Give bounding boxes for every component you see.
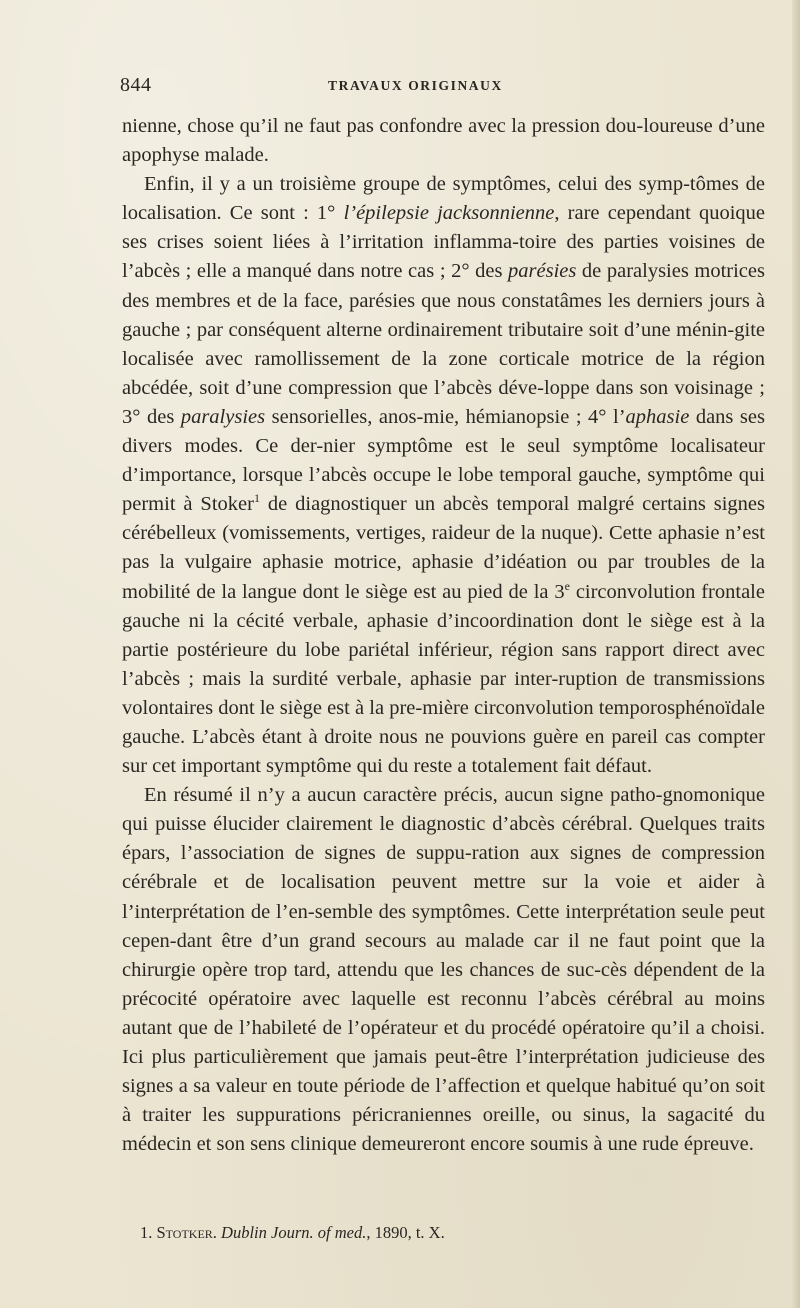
paragraph <box>122 170 765 781</box>
running-head: TRAVAUX ORIGINAUX <box>328 78 503 93</box>
footnote <box>140 1222 765 1244</box>
page-header <box>120 72 765 102</box>
text-segment: circonvolution frontale gauche ni la cécité verbale, aphasie d’incoordination dont le siège est à la partie postérieure du lobe pariétal inférieur, région sans rapport direct avec l’abcès ; mais la surdité verbale, aphasie par inter-ruption de transmissions volontaires dont le siège est à la pre-mière circonvolution temporosphénoïdale gauche. L’abcès étant à droite nous ne pouvions guère en pareil cas compter sur cet important symptôme qui du reste a totalement fait défaut. <box>122 580 765 778</box>
paragraph <box>122 781 765 1159</box>
text-segment: En résumé il n’y a aucun caractère précis, aucun signe patho-gnomonique qui puisse élucider clairement le diagnostic d’abcès cérébral. Quelques traits épars, l’association de signes de suppu-ration aux signes de compression cérébrale et de localisation peuvent mettre sur la voie et aider à l’interprétation de l’en-semble des symptômes. Cette interprétation seule peut cepen-dant être d’un grand secours au malade car il ne faut point que la chirurgie opère trop tard, attendu que les chances de suc-cès dépendent de la précocité opératoire avec laquelle est reconnu l’abcès cérébral au moins autant que de l’habileté de l’opérateur et du procédé opératoire qu’il a choisi. Ici plus particulièrement que jamais peut-être l’interprétation judicieuse des signes a sa valeur en toute période de l’affection et quelque habitué qu’on soit à traiter les suppurations péricraniennes oreille, ou sinus, la sagacité du médecin et son sens clinique demeureront encore soumis à une rude épreuve. <box>122 784 765 1156</box>
footnote-number: 1. <box>140 1223 153 1242</box>
superscript: e <box>564 578 570 593</box>
text-segment: dans ses divers modes. Ce der-nier symptôme est le seul symptôme localisateur d’importance, lorsque l’abcès occupe le lobe temporal gauche, symptôme qui permit à Stoker <box>122 405 765 516</box>
text-segment: de diagnostiquer un abcès temporal malgré certains signes cérébelleux (vomissements, vertiges, raideur de la nuque). Cette aphasie n’est pas la vulgaire aphasie motrice, aphasie d’idéation ou par troubles de la mobilité de la langue dont le siège est au pied de la 3 <box>122 493 765 603</box>
footnote-details: , 1890, t. X. <box>366 1223 445 1242</box>
italic-term: parésies <box>508 260 577 283</box>
text-segment: nienne, chose qu’il ne faut pas confondre avec la pression dou-loureuse d’une apophyse malade. <box>122 115 765 167</box>
text-segment: de paralysies motrices des membres et de la face, parésies que nous constatâmes les derniers jours à gauche ; par conséquent alterne ordinairement tributaire soit d’une ménin-gite localisée avec ramollissement de la zone corticale motrice de la région abcédée, soit d’une compression que l’abcès déve-loppe dans son voisinage ; 3° des <box>122 260 765 428</box>
italic-term: paralysies <box>180 405 266 428</box>
footnote-journal: Dublin Journ. of med. <box>221 1223 367 1242</box>
page-number: 844 <box>120 74 152 96</box>
text-segment: , rare cependant quoique ses crises soient liées à l’irritation inflamma-toire des parties voisines de l’abcès ; elle a manqué dans notre cas ; 2° des <box>122 202 766 283</box>
text-segment: sensorielles, anos-mie, hémianopsie ; 4° l’ <box>265 405 626 428</box>
italic-term: aphasie <box>625 405 690 428</box>
text-segment: Enfin, il y a un troisième groupe de symptômes, celui des symp-tômes de localisation. Ce sont : 1° <box>122 173 765 225</box>
superscript: 1 <box>253 491 260 506</box>
paragraph <box>122 112 765 170</box>
page-edge <box>792 0 800 1308</box>
footnote-author: Stotker. <box>156 1223 217 1242</box>
italic-term: l’épilepsie jacksonnienne <box>343 202 555 225</box>
body-text <box>122 112 765 1159</box>
